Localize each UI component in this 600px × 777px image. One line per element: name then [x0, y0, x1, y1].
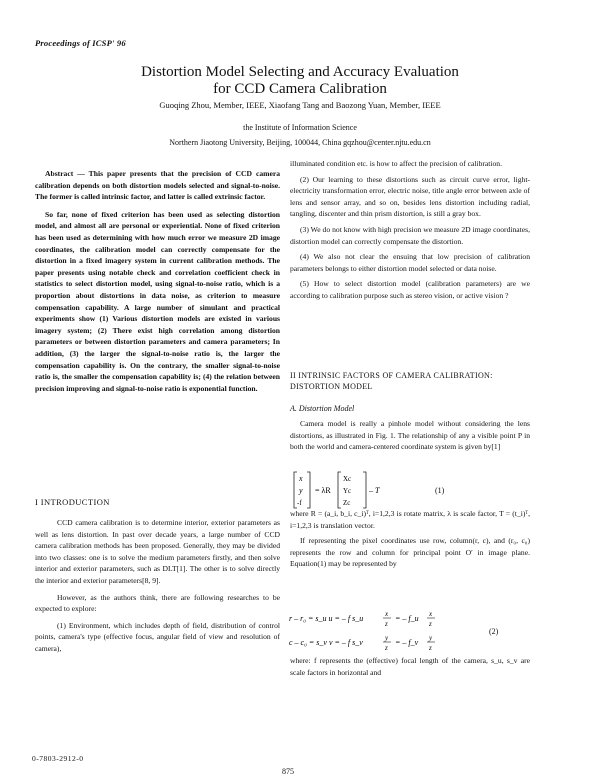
isbn-code: 0-7803-2912-0 [32, 754, 84, 763]
intro-paragraph-2: However, as the authors think, there are following researches to be expected to explore: [35, 592, 280, 614]
equation-2-number: (2) [489, 627, 499, 636]
equation-1-graphic [291, 470, 531, 510]
intro-paragraph-1: CCD camera calibration is to determine interior, exterior parameters as well as lens distortion. In past over decade years, a large number of CCD camera calibration methods has been proposed. Generally, they may be divided into two classes: one is to solve the medium parameters firstly, and then solve interior and exterior parameters, such as DLT[1]. The other is to solve directly the interior and exterior parameters[8, 9]. [35, 518, 280, 585]
svg-text:z: z [429, 644, 432, 652]
svg-text:x: x [299, 474, 303, 483]
svg-text:y: y [299, 486, 303, 495]
research-item-3: (3) We do not know with high precision we measure 2D image coordinates, distortion model can correctly compensate the distortion. [290, 224, 530, 246]
research-item-2: (2) Our learning to these distortions such as circuit curve error, light-electricity transformation error, electric noise, title angle error between axle of lens and sensor array, and so on, besides lens distortion including radial, tangling, discenter and thin prism distortion, is still a gray box. [290, 174, 530, 219]
subsection-heading-distortion-model: A. Distortion Model [290, 404, 355, 413]
equation-1-number: (1) [435, 486, 445, 495]
svg-text:z: z [385, 644, 388, 652]
svg-text:Xc: Xc [343, 475, 352, 483]
svg-text:r – r₀ = s_u u = – f s_u: r – r₀ = s_u u = – f s_u [289, 614, 364, 623]
explanation-paragraph-3: where: f represents the (effective) focal length of the camera, s_u, s_v are scale factors in horizontal and [290, 656, 530, 677]
svg-text:x: x [429, 610, 433, 618]
introduction-body [35, 517, 280, 655]
equation-2 [289, 605, 529, 655]
section-heading-intrinsic-factors: II INTRINSIC FACTORS OF CAMERA CALIBRATION: DISTORTION MODEL [290, 371, 493, 391]
research-item-5: (5) How to select distortion model (calibration parameters) are we according to calibration purpose such as stereo vision, or active vision ? [290, 279, 530, 300]
distortion-model-paragraph-1: Camera model is really a pinhole model without considering the lens distortions, as illustrated in Fig. 1. The relationship of any a visible point P in both the world and camera-centered coordinate system is given by[1] [290, 419, 530, 452]
intro-paragraph-3: (1) Environment, which includes depth of field, distribution of control points, camera's type (effective focus, angular field of view and resolution of camera), [35, 620, 280, 653]
svg-text:z: z [385, 620, 388, 628]
abstract-paragraph-2: So far, none of fixed criterion has been used as selecting distortion model, and almost all are personal or experiential. None of fixed criterion has been used as determining with how much error we measure 2D image coordinates, the calibration model can correctly compensate for the distortion in a fixed imagery system in current calibration methods. The paper presents using notable check and correlation coefficient check in statistics to select distortion model, using signal-to-noise ratio, which is a proportion about distortions in data noise, as criterion to measure compensation capability. A large number of simulant and practical experiments show (1) Various distortion models are existed in various imagery system; (2) There exist high correlation among distortion parameters or between distortion parameters and camera parameters; In addition, (3) the larger the signal-to-noise ratio is, the larger the compensation capability is. On the contrary, the smaller signal-to-noise ratio is, the smaller the compensation capability is; (4) the relation between precision improving and signal-to-noise ratio is exponential function. [35, 209, 280, 393]
distortion-model-text [290, 418, 530, 453]
equation-1 [291, 470, 531, 510]
svg-text:= λR: = λR [315, 486, 331, 495]
affiliation-address: Northern Jiaotong University, Beijing, 100044, China gqzhou@center.njtu.edu.cn [169, 138, 431, 147]
equation-2-explanation [290, 655, 530, 678]
paper-title-line2: for CCD Camera Calibration [213, 81, 387, 97]
svg-text:x: x [385, 610, 389, 618]
svg-text:Yc: Yc [343, 487, 352, 495]
research-list [290, 158, 530, 306]
explanation-paragraph-2: If representing the pixel coordinates use row, column(r, c), and (r₀, c₀) represents the row and column for principal point O′ in image plane. Equation(1) may be represented by [290, 536, 530, 569]
svg-text:= – f_u: = – f_u [395, 614, 419, 623]
equation-1-explanation [290, 508, 530, 570]
svg-text:y: y [385, 634, 389, 642]
affiliation-institute: the Institute of Information Science [243, 123, 357, 132]
section-heading-introduction: I INTRODUCTION [35, 497, 110, 507]
research-item-4: (4) We also not clear the ensuing that low precision of calibration parameters belongs to either distortion model selected or data noise. [290, 252, 530, 273]
page-number: 875 [282, 767, 294, 776]
svg-text:– T: – T [369, 486, 380, 495]
abstract [35, 168, 280, 394]
abstract-paragraph-1: Abstract — This paper presents that the precision of CCD camera calibration depends on both distortion models selected and signal-to-noise. The former is called intrinsic factor, and latter is called extrinsic factor. [35, 169, 280, 202]
svg-text:y: y [429, 634, 433, 642]
svg-text:-f: -f [297, 499, 302, 507]
svg-text:Zc: Zc [343, 499, 351, 507]
explanation-paragraph-1: where R = (a_i, b_i, c_i)ᵀ, i=1,2,3 is rotate matrix, λ is scale factor, T = (t_i)ᵀ, i=1,2,3 is translation vector. [290, 509, 530, 530]
proceedings-header: Proceedings of ICSP' 96 [35, 38, 126, 48]
paper-title-line1: Distortion Model Selecting and Accuracy Evaluation [141, 64, 459, 80]
svg-text:z: z [429, 620, 432, 628]
research-item-continued: illuminated condition etc. is how to affect the precision of calibration. [290, 159, 503, 168]
svg-text:= – f_v: = – f_v [395, 638, 419, 647]
authors: Guoqing Zhou, Member, IEEE, Xiaofang Tang and Baozong Yuan, Member, IEEE [159, 100, 441, 110]
svg-text:c – c₀ = s_v v = – f s_v: c – c₀ = s_v v = – f s_v [289, 638, 363, 647]
